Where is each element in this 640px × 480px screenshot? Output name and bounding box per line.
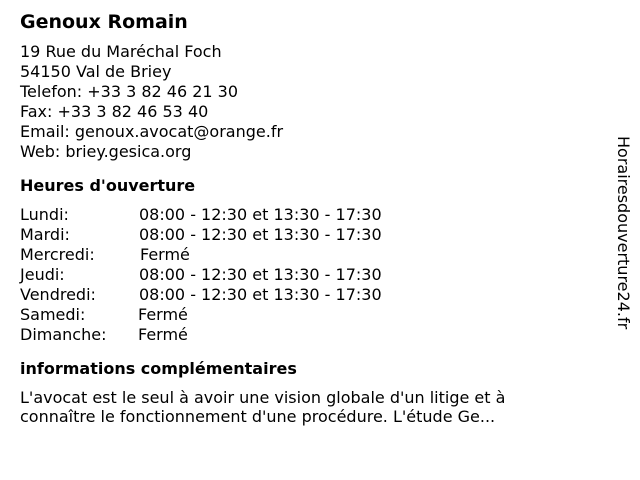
opening-hours-list xyxy=(20,205,600,345)
hours-row-monday xyxy=(20,205,600,225)
day-hours: Fermé xyxy=(138,325,188,344)
site-watermark: Horairesdouverture24.fr xyxy=(614,136,633,330)
day-hours: 08:00 - 12:30 et 13:30 - 17:30 xyxy=(139,205,382,224)
day-label: Mardi: xyxy=(20,225,70,244)
day-hours: 08:00 - 12:30 et 13:30 - 17:30 xyxy=(139,285,382,304)
hours-row-sunday xyxy=(20,325,600,345)
business-name: Genoux Romain xyxy=(20,11,188,33)
street-address: 19 Rue du Maréchal Foch xyxy=(20,42,222,61)
day-label: Jeudi: xyxy=(20,265,65,284)
hours-row-saturday xyxy=(20,305,600,325)
hours-row-wednesday xyxy=(20,245,600,265)
hours-row-thursday xyxy=(20,265,600,285)
email-address: Email: genoux.avocat@orange.fr xyxy=(20,122,284,141)
opening-hours-title: Heures d'ouverture xyxy=(20,176,196,195)
day-hours: 08:00 - 12:30 et 13:30 - 17:30 xyxy=(139,225,382,244)
day-label: Vendredi: xyxy=(20,285,96,304)
city-address: 54150 Val de Briey xyxy=(20,62,172,81)
website: Web: briey.gesica.org xyxy=(20,142,192,161)
day-label: Dimanche: xyxy=(20,325,107,344)
day-label: Lundi: xyxy=(20,205,69,224)
hours-row-tuesday xyxy=(20,225,600,245)
additional-info-title: informations complémentaires xyxy=(20,359,297,378)
phone-number: Telefon: +33 3 82 46 21 30 xyxy=(20,82,239,101)
hours-row-friday xyxy=(20,285,600,305)
day-hours: 08:00 - 12:30 et 13:30 - 17:30 xyxy=(139,265,382,284)
business-card xyxy=(20,10,600,426)
day-label: Samedi: xyxy=(20,305,86,324)
additional-info-text: L'avocat est le seul à avoir une vision globale d'un litige et à connaître le fonctionnement d'une procédure. L'étude Ge... xyxy=(20,388,506,426)
fax-number: Fax: +33 3 82 46 53 40 xyxy=(20,102,209,121)
day-hours: Fermé xyxy=(140,245,190,264)
day-hours: Fermé xyxy=(138,305,188,324)
day-label: Mercredi: xyxy=(20,245,95,264)
